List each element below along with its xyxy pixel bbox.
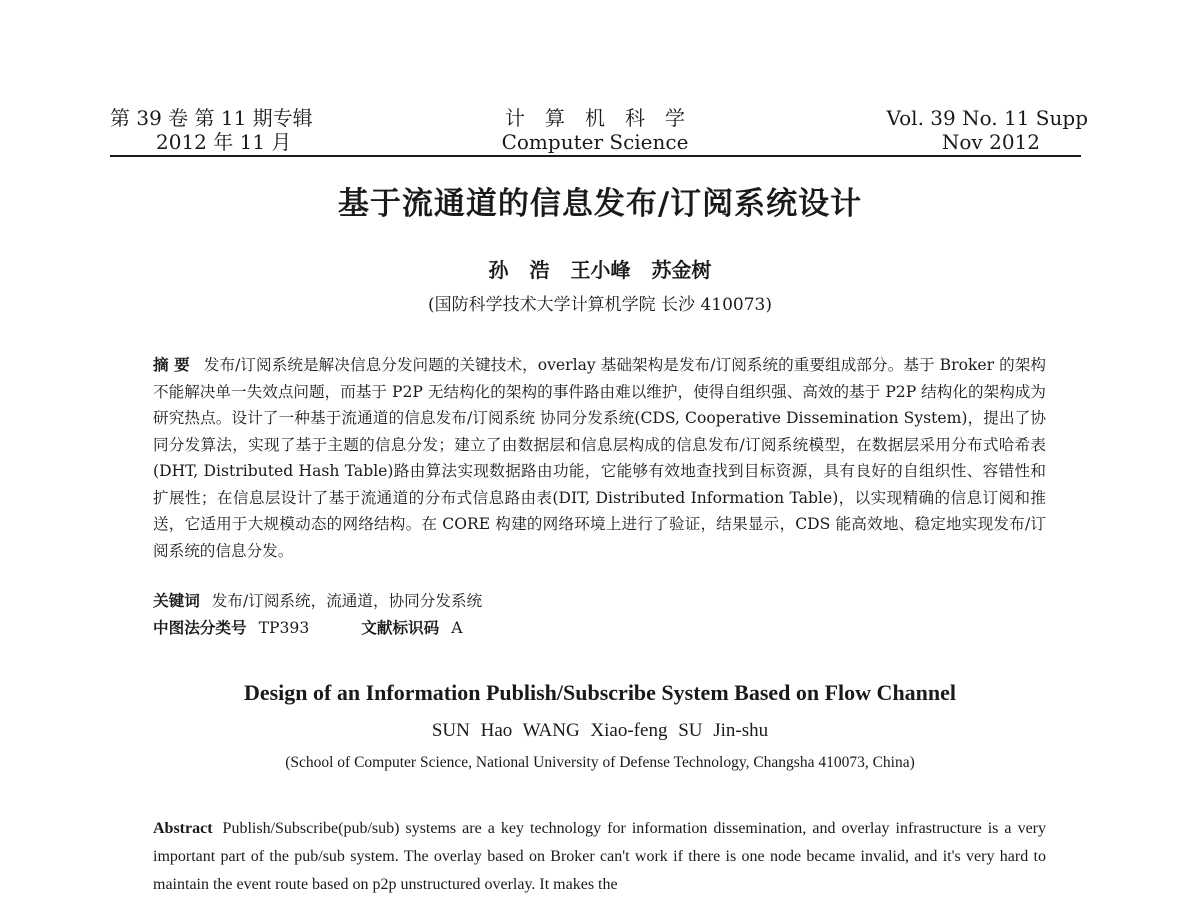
abstract-en-text: Publish/Subscribe(pub/sub) systems are a key technology for information dissemination, and overlay infrastructure is a very important part of the pub/sub system. The overlay based on Broker can't work if there is one node became invalid, and it's very hard to maintain the event route based on p2p unstructured overlay. It makes the bbox=[153, 820, 1046, 893]
affiliation-en: (School of Computer Science, National University of Defense Technology, Changsha 410073, China) bbox=[285, 754, 915, 771]
header-vol-en-line: Vol. 39 No. 11 Supp bbox=[886, 106, 1088, 130]
abstract-cn bbox=[153, 352, 1046, 564]
clc-label: 中图法分类号 bbox=[153, 619, 247, 637]
abstract-cn-label: 摘 要 bbox=[153, 356, 190, 374]
header-volume-line: 第 39 卷 第 11 期专辑 bbox=[110, 106, 313, 130]
abstract-en bbox=[153, 815, 1046, 899]
abstract-en-label: Abstract bbox=[153, 820, 213, 837]
doc-code-value: A bbox=[451, 619, 463, 637]
journal-header bbox=[110, 106, 1088, 156]
header-date-cn: 2012 年 11 月 bbox=[156, 130, 292, 154]
keywords-cn bbox=[153, 588, 1046, 614]
doc-code-label: 文献标识码 bbox=[361, 619, 440, 637]
header-volume-en bbox=[887, 106, 1088, 154]
abstract-cn-text: 发布/订阅系统是解决信息分发问题的关键技术，overlay 基础架构是发布/订阅系统的重要组成部分。基于 Broker 的架构不能解决单一失效点问题，而基于 P2P 无结构化的架构的事件路由难以维护，使得自组织强、高效的基于 P2P 结构化的架构成为研究热点。设计了一种基于流通道的信息发布/订阅系统 协同分发系统(CDS, Cooperative Dissemination System)，提出了协同分发算法，实现了基于主题的信息分发；建立了由数据层和信息层构成的信息发布/订阅系统模型，在数据层采用分布式哈希表(DHT, Distributed Hash Table)路由算法实现数据路由功能，它能够有效地查找到目标资源，具有良好的自组织性、容错性和扩展性；在信息层设计了基于流通道的分布式信息路由表(DIT, Distributed Information Table)，以实现精确的信息订阅和推送，它适用于大规模动态的网络结构。在 CORE 构建的网络环境上进行了验证，结果显示，CDS 能高效地、稳定地实现发布/订阅系统的信息分发。 bbox=[153, 356, 1046, 560]
authors-en: SUN Hao WANG Xiao-feng SU Jin-shu bbox=[431, 720, 769, 741]
journal-name-cn: 计算机科学 bbox=[505, 106, 705, 130]
classification-line bbox=[153, 615, 1046, 641]
clc-value: TP393 bbox=[258, 619, 310, 637]
header-date-en: Nov 2012 bbox=[941, 130, 1040, 154]
paper-title-en: Design of an Information Publish/Subscribe System Based on Flow Channel bbox=[243, 680, 957, 705]
authors-cn: 孙 浩 王小峰 苏金树 bbox=[488, 258, 712, 282]
keywords-text: 发布/订阅系统，流通道，协同分发系统 bbox=[211, 592, 483, 610]
keywords-label: 关键词 bbox=[153, 592, 200, 610]
header-rule bbox=[110, 155, 1081, 157]
affiliation-cn: (国防科学技术大学计算机学院 长沙 410073) bbox=[428, 295, 772, 315]
paper-title-cn: 基于流通道的信息发布/订阅系统设计 bbox=[337, 186, 863, 222]
journal-name-en: Computer Science bbox=[501, 130, 689, 154]
